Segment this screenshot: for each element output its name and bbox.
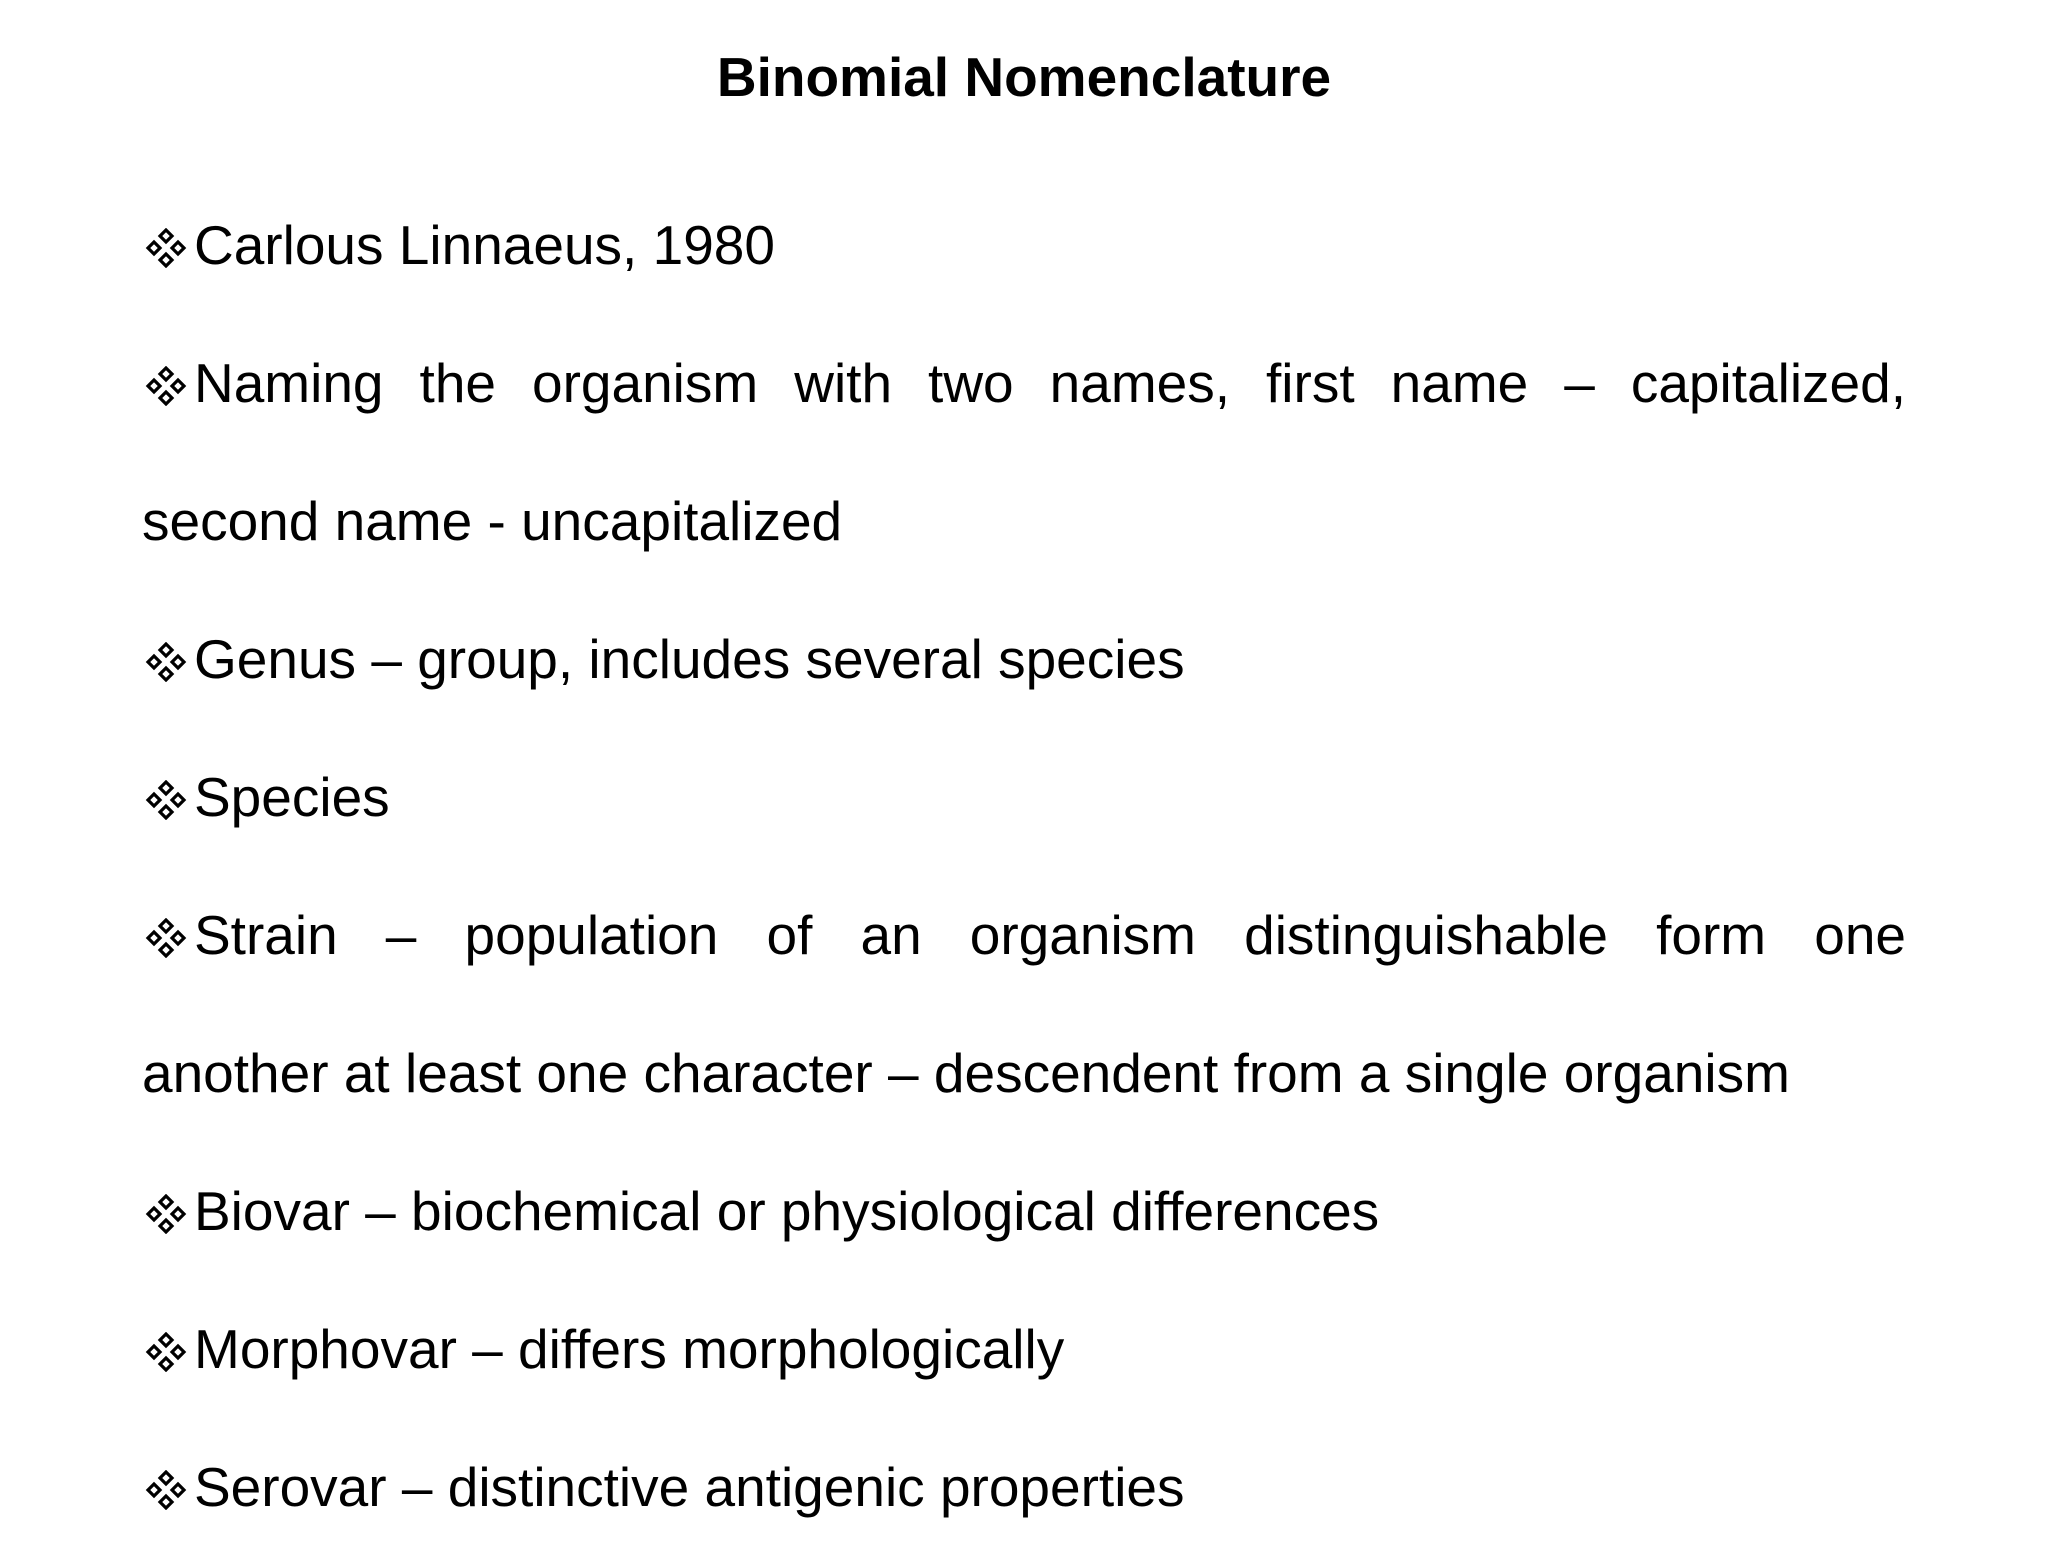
four-diamond-bullet-icon	[142, 228, 194, 268]
bullet-item	[142, 728, 1906, 866]
slide-title: Binomial Nomenclature	[716, 46, 1332, 108]
bullet-text: Naming the organism with two names, first name – capitalized,	[194, 352, 1906, 414]
four-diamond-bullet-icon	[142, 366, 194, 406]
four-diamond-bullet-icon	[142, 918, 194, 958]
bullet-text: Genus – group, includes several species	[194, 628, 1185, 690]
bullet-text: Biovar – biochemical or physiological differences	[194, 1180, 1380, 1242]
bullet-item	[142, 176, 1906, 314]
bullet-text: Species	[194, 766, 390, 828]
bullet-item	[142, 1418, 1906, 1556]
bullet-item	[142, 314, 1906, 452]
four-diamond-bullet-icon	[142, 1194, 194, 1234]
bullet-continuation: another at least one character – descendent from a single organism	[142, 1042, 1790, 1104]
bullet-continuation: second name - uncapitalized	[142, 490, 843, 552]
bullet-item	[142, 590, 1906, 728]
bullet-item	[142, 1142, 1906, 1280]
bullet-text: Carlous Linnaeus, 1980	[194, 214, 775, 276]
bullet-text: Serovar – distinctive antigenic properties	[194, 1456, 1185, 1518]
bullet-text: Morphovar – differs morphologically	[194, 1318, 1065, 1380]
four-diamond-bullet-icon	[142, 1470, 194, 1510]
bullet-item	[142, 866, 1906, 1004]
four-diamond-bullet-icon	[142, 780, 194, 820]
four-diamond-bullet-icon	[142, 642, 194, 682]
bullet-list	[142, 176, 1906, 1556]
bullet-item	[142, 1280, 1906, 1418]
bullet-text: Strain – population of an organism distinguishable form one	[194, 904, 1906, 966]
four-diamond-bullet-icon	[142, 1332, 194, 1372]
